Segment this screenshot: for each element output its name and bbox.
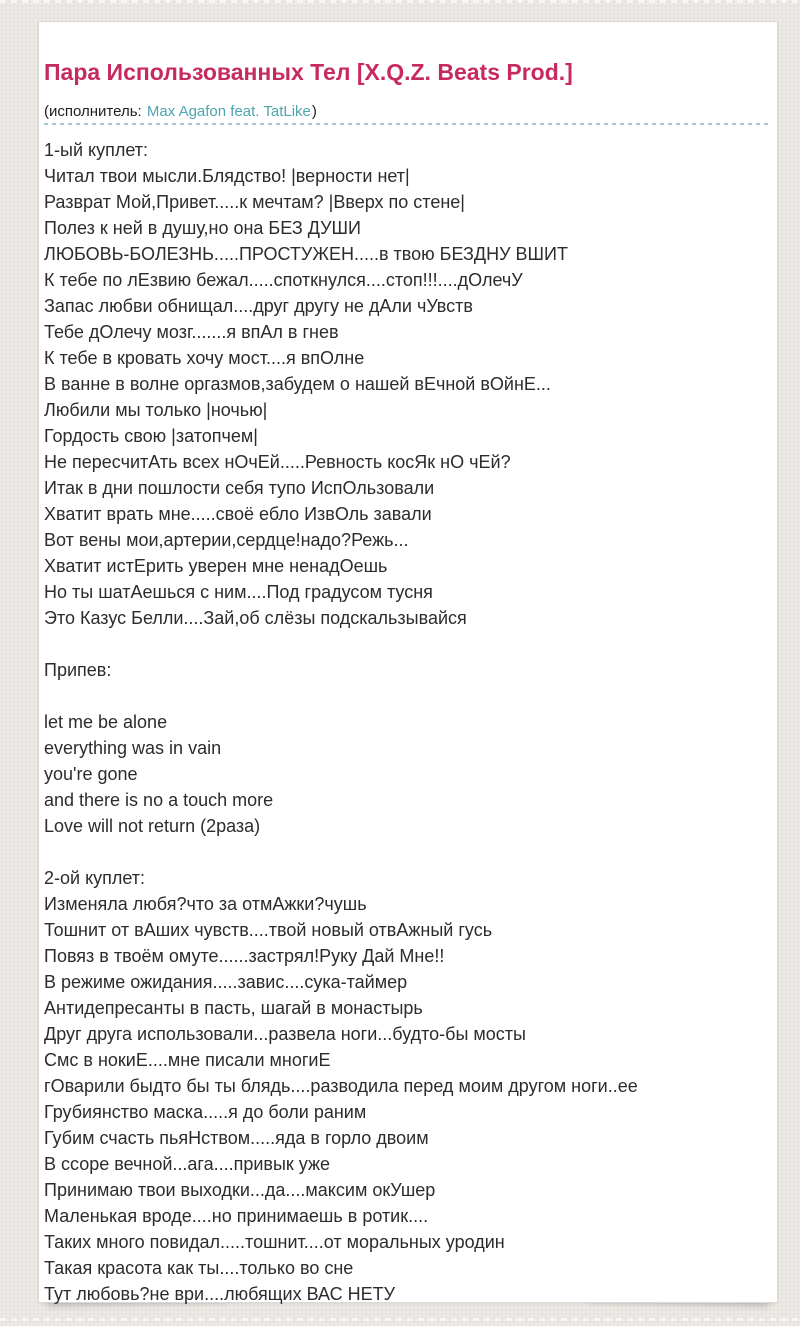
lyric-line: К тебе в кровать хочу мост....я впОлне (44, 347, 365, 368)
background-stitch-bottom (0, 1318, 800, 1321)
lyric-line: Гордость свою |затопчем| (44, 425, 258, 446)
lyric-line: Итак в дни пошлости себя тупо ИспОльзовали (44, 477, 435, 498)
lyric-line: гОварили быдто бы ты блядь....разводила перед моим другом ноги..ее (44, 1075, 638, 1096)
lyric-line: Грубиянство маска.....я до боли раним (44, 1101, 367, 1122)
lyric-line: Разврат Мой,Привет.....к мечтам? |Вверх по стене| (44, 191, 465, 212)
lyric-line: Друг друга использовали...развела ноги...будто-бы мосты (44, 1023, 526, 1044)
lyric-line (44, 839, 771, 865)
lyric-line (44, 631, 771, 657)
lyric-line: Смс в нокиЕ....мне писали многиЕ (44, 1049, 331, 1070)
lyrics-card (38, 21, 778, 1303)
lyric-line: Принимаю твои выходки...да....максим окУшер (44, 1179, 436, 1200)
lyric-line: Хватит истЕрить уверен мне ненадОешь (44, 555, 388, 576)
lyric-line: Не пересчитАть всех нОчЕй.....Ревность косЯк нО чЕй? (44, 451, 511, 472)
lyric-line: Антидепресанты в пасть, шагай в монастырь (44, 997, 423, 1018)
background-stitch-top (0, 0, 800, 3)
lyric-line: Повяз в твоём омуте......застрял!Руку Дай Мне!! (44, 945, 445, 966)
lyric-line: Любили мы только |ночью| (44, 399, 268, 420)
lyric-line: Это Казус Белли....Зай,об слёзы подскальзывайся (44, 607, 467, 628)
lyric-line: Изменяла любя?что за отмАжки?чушь (44, 893, 367, 914)
lyric-line: Хватит врать мне.....своё ебло ИзвОль завали (44, 503, 432, 524)
lyric-line: you're gone (44, 763, 138, 784)
dashed-separator (44, 123, 771, 125)
lyric-line: Припев: (44, 659, 112, 680)
lyric-line: Маленькая вроде....но принимаешь в ротик.... (44, 1205, 429, 1226)
lyric-line: 2-ой куплет: (44, 867, 146, 888)
artist-link[interactable]: Max Agafon feat. TatLike (146, 102, 311, 120)
lyric-line: let me be alone (44, 711, 168, 732)
lyric-line: Но ты шатАешься с ним....Под градусом тусня (44, 581, 433, 602)
lyric-line: Таких много повидал.....тошнит....от моральных уродин (44, 1231, 505, 1252)
lyric-line: Запас любви обнищал....друг другу не дАли чУвств (44, 295, 473, 316)
lyric-line: В ссоре вечной...ага....привык уже (44, 1153, 331, 1174)
lyric-line: and there is no a touch more (44, 789, 274, 810)
lyric-line: В режиме ожидания.....завис....сука-таймер (44, 971, 408, 992)
lyric-line: ЛЮБОВЬ-БОЛЕЗНЬ.....ПРОСТУЖЕН.....в твою БЕЗДНУ ВШИТ (44, 243, 568, 264)
artist-line (44, 102, 771, 121)
lyric-line: Тошнит от вАших чувств....твой новый отвАжный гусь (44, 919, 493, 940)
lyric-line: К тебе по лЕзвию бежал.....споткнулся....стоп!!!....дОлечУ (44, 269, 523, 290)
artist-closing-paren: ) (311, 102, 317, 120)
lyric-line: Love will not return (2раза) (44, 815, 261, 836)
lyric-line: Читал твои мысли.Блядство! |верности нет| (44, 165, 410, 186)
lyric-line: Губим счасть пьяНством.....яда в горло двоим (44, 1127, 429, 1148)
artist-label: (исполнитель: (44, 102, 142, 120)
page-title: Пара Использованных Тел [X.Q.Z. Beats Prod.] (44, 59, 573, 86)
lyrics-block (44, 137, 771, 1307)
lyric-line: Тут любовь?не ври....любящих ВАС НЕТУ (44, 1283, 396, 1304)
lyric-line: Полез к ней в душу,но она БЕЗ ДУШИ (44, 217, 361, 238)
lyric-line: Вот вены мои,артерии,сердце!надо?Режь... (44, 529, 409, 550)
lyric-line: 1-ый куплет: (44, 139, 148, 160)
lyric-line: Такая красота как ты....только во сне (44, 1257, 354, 1278)
lyric-line: Тебе дОлечу мозг.......я впАл в гнев (44, 321, 339, 342)
lyric-line: В ванне в волне оргазмов,забудем о нашей вЕчной вОйнЕ... (44, 373, 551, 394)
lyric-line (44, 683, 771, 709)
lyric-line: everything was in vain (44, 737, 222, 758)
